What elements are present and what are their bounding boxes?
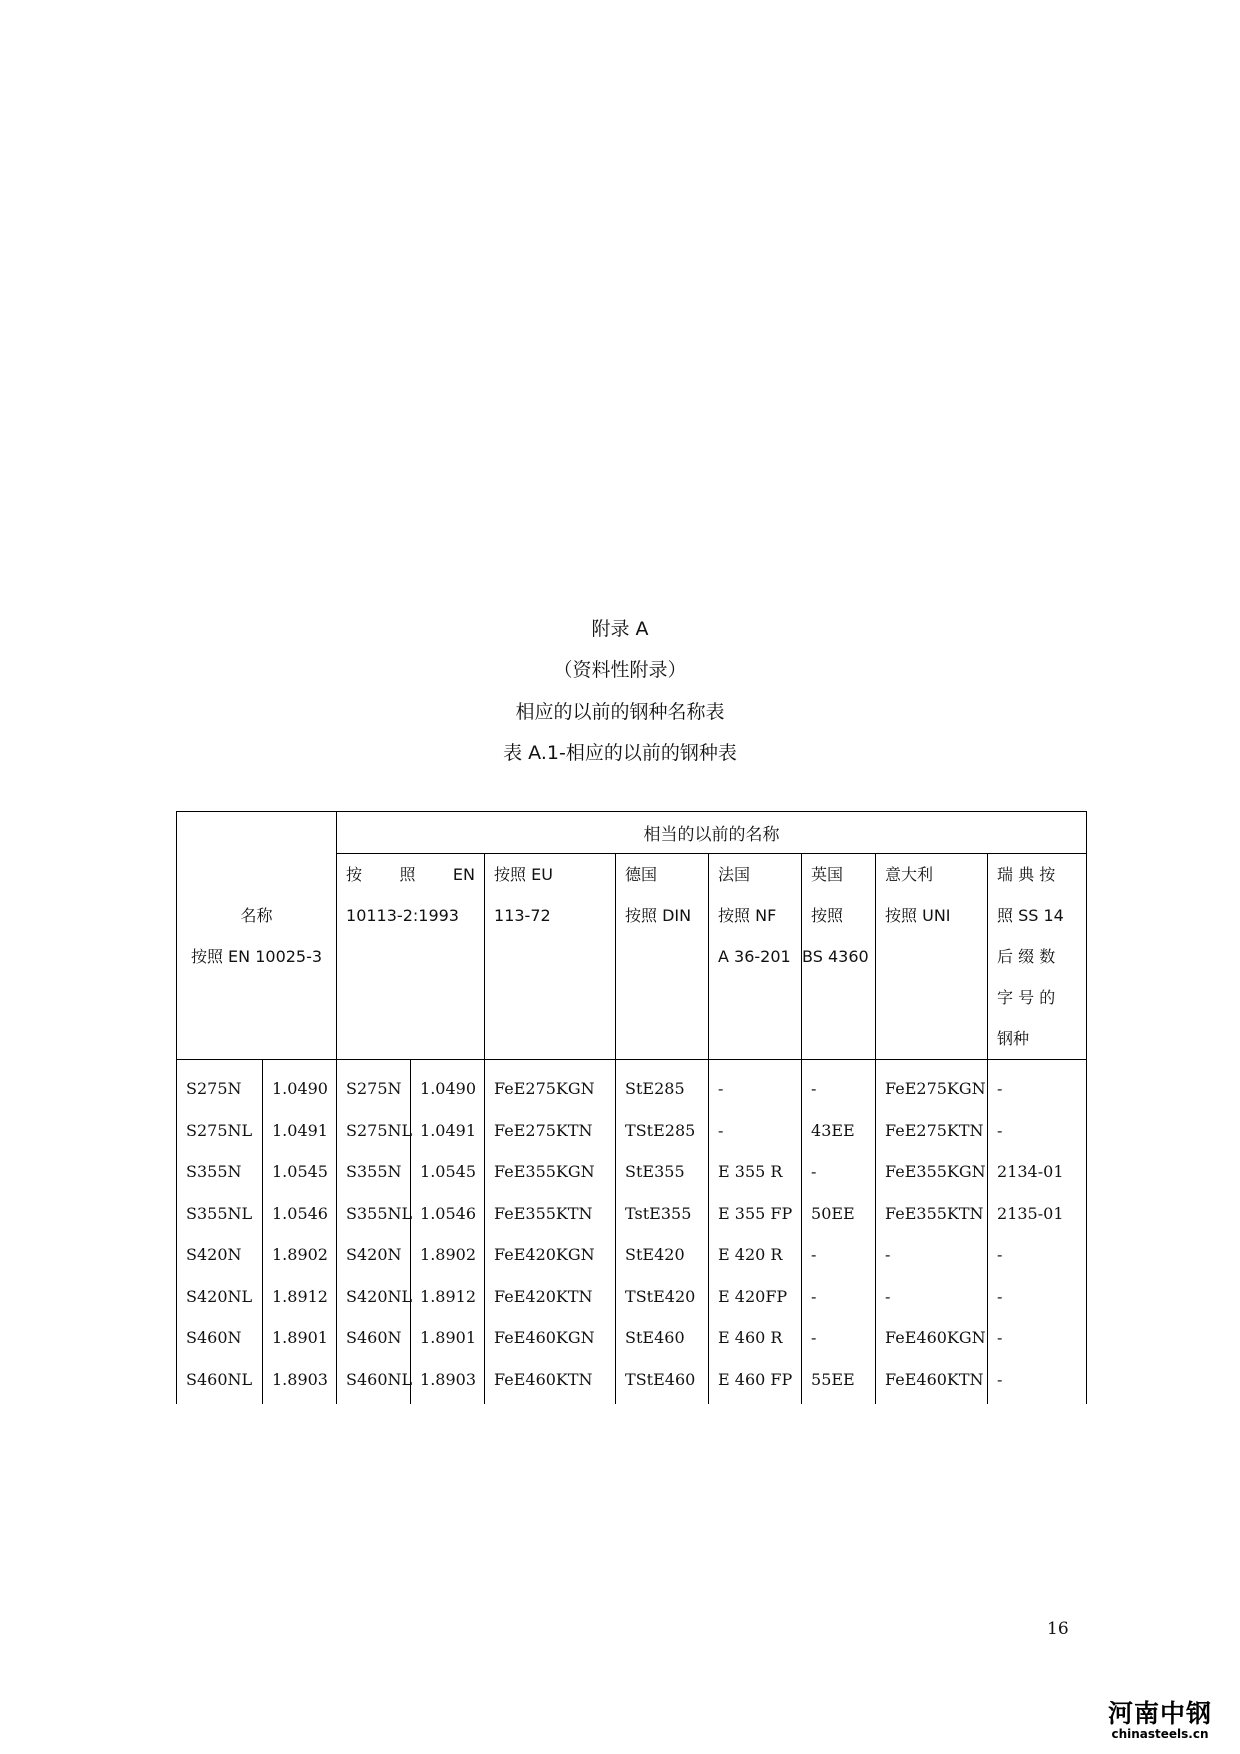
cell: - <box>997 1328 1003 1347</box>
name-header-standard: 按照 EN 10025-3 <box>190 946 323 966</box>
cell: - <box>997 1286 1003 1306</box>
name-header-label: 名称 <box>240 905 273 925</box>
cell: 1.8901 <box>420 1328 476 1347</box>
col-header-de <box>616 854 709 1060</box>
col-it <box>876 1060 988 1405</box>
informative-label: （资料性附录） <box>553 659 687 681</box>
cell: FeE355KTN <box>494 1203 593 1223</box>
col-header-de-line2: 按照 DIN <box>625 906 692 925</box>
col-header-en <box>337 854 485 1060</box>
appendix-heading: 附录 A <box>591 618 649 640</box>
col-header-fr-line3: A 36-201 <box>718 947 791 966</box>
cell: TStE285 <box>625 1120 696 1140</box>
col-header-en-line2: 10113-2:1993 <box>346 906 459 925</box>
col-header-se <box>988 854 1087 1060</box>
cell: 43EE <box>811 1120 855 1140</box>
cell: TStE460 <box>625 1369 696 1389</box>
col-header-it <box>876 854 988 1060</box>
cell: S460N <box>346 1328 402 1347</box>
col-uk <box>802 1060 876 1405</box>
watermark-domain: chinasteels.cn <box>1111 1727 1209 1741</box>
cell: FeE420KGN <box>494 1245 595 1264</box>
col-header-eu-line2: 113-72 <box>494 906 551 925</box>
cell: E 420FP <box>718 1286 788 1306</box>
cell: TStE420 <box>625 1286 696 1306</box>
site-watermark <box>1085 1701 1235 1740</box>
col-header-eu-line1: 按照 EU <box>494 865 553 884</box>
cell: S275N <box>346 1079 402 1098</box>
cell: S420NL <box>346 1286 413 1306</box>
cell: FeE460KGN <box>494 1328 595 1347</box>
col-header-it-line1: 意大利 <box>885 865 934 884</box>
cell: - <box>811 1245 817 1264</box>
name-header <box>177 812 337 1060</box>
cell: S275N <box>186 1079 242 1098</box>
col-header-uk-line2: 按照 <box>811 906 844 925</box>
cell: StE460 <box>625 1328 685 1347</box>
col-header-se-line2: 照 SS 14 <box>997 906 1064 925</box>
cell: 1.0545 <box>272 1162 328 1181</box>
col-name-en10113 <box>337 1060 411 1405</box>
cell: StE355 <box>625 1162 685 1181</box>
cell: - <box>718 1079 724 1098</box>
cell: 1.8902 <box>272 1245 328 1264</box>
cell: FeE275KGN <box>885 1079 986 1098</box>
cell: - <box>997 1079 1003 1098</box>
steel-grade-table <box>176 811 1087 1404</box>
cell: FeE275KTN <box>494 1120 593 1140</box>
col-header-fr-line1: 法国 <box>718 865 751 884</box>
cell: FeE355KGN <box>494 1162 595 1181</box>
cell: - <box>997 1120 1003 1140</box>
cell: 1.0546 <box>420 1203 476 1223</box>
cell: TstE355 <box>625 1203 692 1223</box>
cell: 1.0491 <box>420 1120 476 1140</box>
cell: FeE460KTN <box>885 1369 984 1389</box>
cell: 1.8903 <box>272 1369 328 1389</box>
cell: 1.0546 <box>272 1203 328 1223</box>
col-header-se-line5: 钢种 <box>997 1029 1030 1048</box>
cell: S355NL <box>186 1203 253 1223</box>
cell: S460N <box>186 1328 242 1347</box>
cell: S275NL <box>346 1120 413 1140</box>
col-header-uk <box>802 854 876 1060</box>
cell: - <box>811 1079 817 1098</box>
col-header-it-line2: 按照 UNI <box>885 906 951 925</box>
col-number-en10025-3 <box>263 1060 337 1405</box>
col-header-en-word: 照 <box>399 865 416 884</box>
col-se <box>988 1060 1087 1405</box>
col-header-eu <box>485 854 616 1060</box>
cell: 50EE <box>811 1203 855 1223</box>
cell: - <box>997 1369 1003 1389</box>
cell: E 355 FP <box>718 1203 793 1223</box>
col-header-de-line1: 德国 <box>625 865 658 884</box>
col-name-en10025-3 <box>177 1060 263 1405</box>
cell: FeE275KTN <box>885 1120 984 1140</box>
col-number-en10113 <box>411 1060 485 1405</box>
col-header-se-line1: 瑞 典 按 <box>997 865 1056 884</box>
col-header-en-line1 <box>346 854 475 895</box>
cell: FeE460KTN <box>494 1369 593 1389</box>
cell: S420N <box>186 1245 242 1264</box>
cell: S355NL <box>346 1203 413 1223</box>
cell: FeE460KGN <box>885 1328 986 1347</box>
cell: FeE420KTN <box>494 1286 593 1306</box>
col-header-se-line3: 后 缀 数 <box>997 947 1056 966</box>
cell: S420N <box>346 1245 402 1264</box>
cell: - <box>885 1286 891 1306</box>
col-header-fr-line2: 按照 NF <box>718 906 777 925</box>
col-eu <box>485 1060 616 1405</box>
group-header: 相当的以前的名称 <box>337 812 1087 854</box>
cell: FeE355KTN <box>885 1203 984 1223</box>
cell: FeE275KGN <box>494 1079 595 1098</box>
cell: 2135-01 <box>997 1203 1064 1223</box>
cell: StE420 <box>625 1245 685 1264</box>
cell: - <box>885 1245 891 1264</box>
col-header-fr <box>709 854 802 1060</box>
cell: 1.0491 <box>272 1120 328 1140</box>
col-header-se-line4: 字 号 的 <box>997 988 1056 1007</box>
cell: 1.0490 <box>420 1079 476 1098</box>
cell: E 355 R <box>718 1162 783 1181</box>
cell: - <box>811 1286 817 1306</box>
cell: StE285 <box>625 1079 685 1098</box>
table-caption: 表 A.1-相应的以前的钢种表 <box>503 742 737 764</box>
cell: S355N <box>346 1162 402 1181</box>
cell: - <box>811 1162 817 1181</box>
cell: 1.8902 <box>420 1245 476 1264</box>
cell: S460NL <box>346 1369 413 1389</box>
cell: 2134-01 <box>997 1162 1064 1181</box>
cell: - <box>997 1245 1003 1264</box>
cell: S460NL <box>186 1369 253 1389</box>
cell: - <box>718 1120 724 1140</box>
cell: E 460 FP <box>718 1369 793 1389</box>
col-header-uk-line1: 英国 <box>811 865 844 884</box>
cell: 1.8912 <box>272 1286 328 1306</box>
cell: E 420 R <box>718 1245 783 1264</box>
table-body-row <box>177 1060 1087 1405</box>
cell: 1.8912 <box>420 1286 476 1306</box>
col-de <box>616 1060 709 1405</box>
cell: FeE355KGN <box>885 1162 986 1181</box>
page-number: 16 <box>1047 1619 1069 1639</box>
col-fr <box>709 1060 802 1405</box>
cell: 55EE <box>811 1369 855 1389</box>
cell: 1.8901 <box>272 1328 328 1347</box>
cell: S275NL <box>186 1120 253 1140</box>
cell: S420NL <box>186 1286 253 1306</box>
appendix-title: 相应的以前的钢种名称表 <box>515 701 725 723</box>
cell: 1.0545 <box>420 1162 476 1181</box>
cell: 1.8903 <box>420 1369 476 1389</box>
cell: 1.0490 <box>272 1079 328 1098</box>
col-header-en-word: EN <box>452 865 475 884</box>
watermark-logo-text: 河南中钢 <box>1107 1699 1212 1728</box>
cell: - <box>811 1328 817 1347</box>
col-header-en-word: 按 <box>346 865 363 884</box>
col-header-uk-line3: BS 4360 <box>802 947 869 966</box>
cell: E 460 R <box>718 1328 783 1347</box>
cell: S355N <box>186 1162 242 1181</box>
